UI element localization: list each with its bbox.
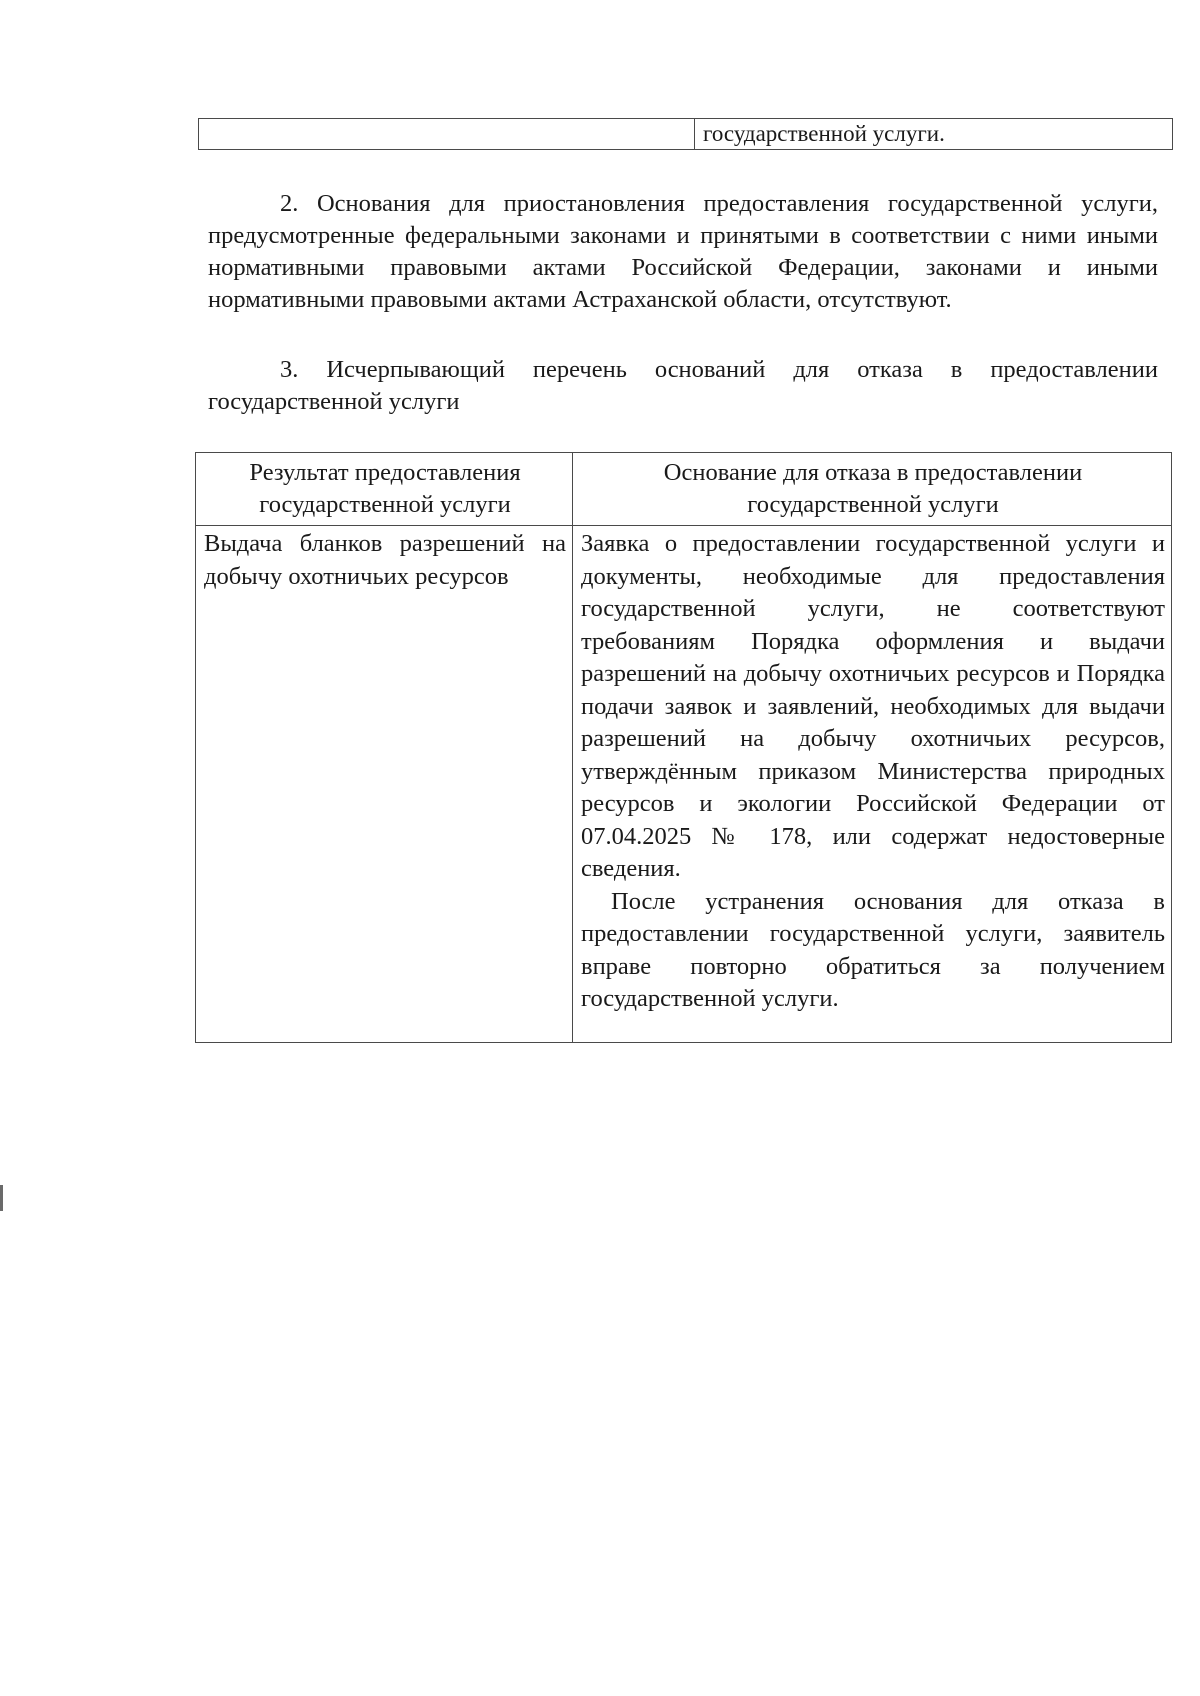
refusal-grounds-table (195, 452, 1172, 1043)
paragraph-3: 3. Исчерпывающий перечень оснований для отказа в предоставлении государственной услуги (208, 356, 1158, 415)
grounds-paragraph-2: После устранения основания для отказа в предоставлении государственной услуги, заявитель вправе повторно обратиться за получением государственной услуги. (581, 887, 1165, 1012)
header-result: Результат предоставления государственной услуги (196, 453, 573, 526)
grounds-paragraph-1: Заявка о предоставлении государственной услуги и документы, необходимые для предоставления государственной услуги, не соответствуют требованиям Порядка оформления и выдачи разрешений на добычу охотничьих ресурсов и Порядка подачи заявок и заявлений, необходимых для выдачи разрешений на добычу охотничьих ресурсов, утверждённым приказом Министерства природных ресурсов и экологии Российской Федерации от 07.04.2025 № 178, или содержат недостоверные сведения. (581, 530, 1165, 882)
paragraph-2: 2. Основания для приостановления предоставления государственной услуги, предусмотренные федеральными законами и принятыми в соответствии с ними иными нормативными правовыми актами Российской Федерации, законами и иными нормативными правовыми актами Астраханской области, отсутствуют. (208, 190, 1158, 313)
continuation-table (198, 118, 1173, 150)
header-grounds: Основание для отказа в предоставлении государственной услуги (573, 453, 1172, 526)
table-row (199, 119, 1173, 150)
table-header-row (196, 453, 1172, 526)
scan-edge-mark (0, 1185, 3, 1211)
cell-result: Выдача бланков разрешений на добычу охотничьих ресурсов (196, 526, 573, 1043)
table-cell: государственной услуги. (695, 119, 1173, 150)
empty-cell (199, 119, 695, 150)
table-row (196, 526, 1172, 1043)
cell-grounds (573, 526, 1172, 1043)
